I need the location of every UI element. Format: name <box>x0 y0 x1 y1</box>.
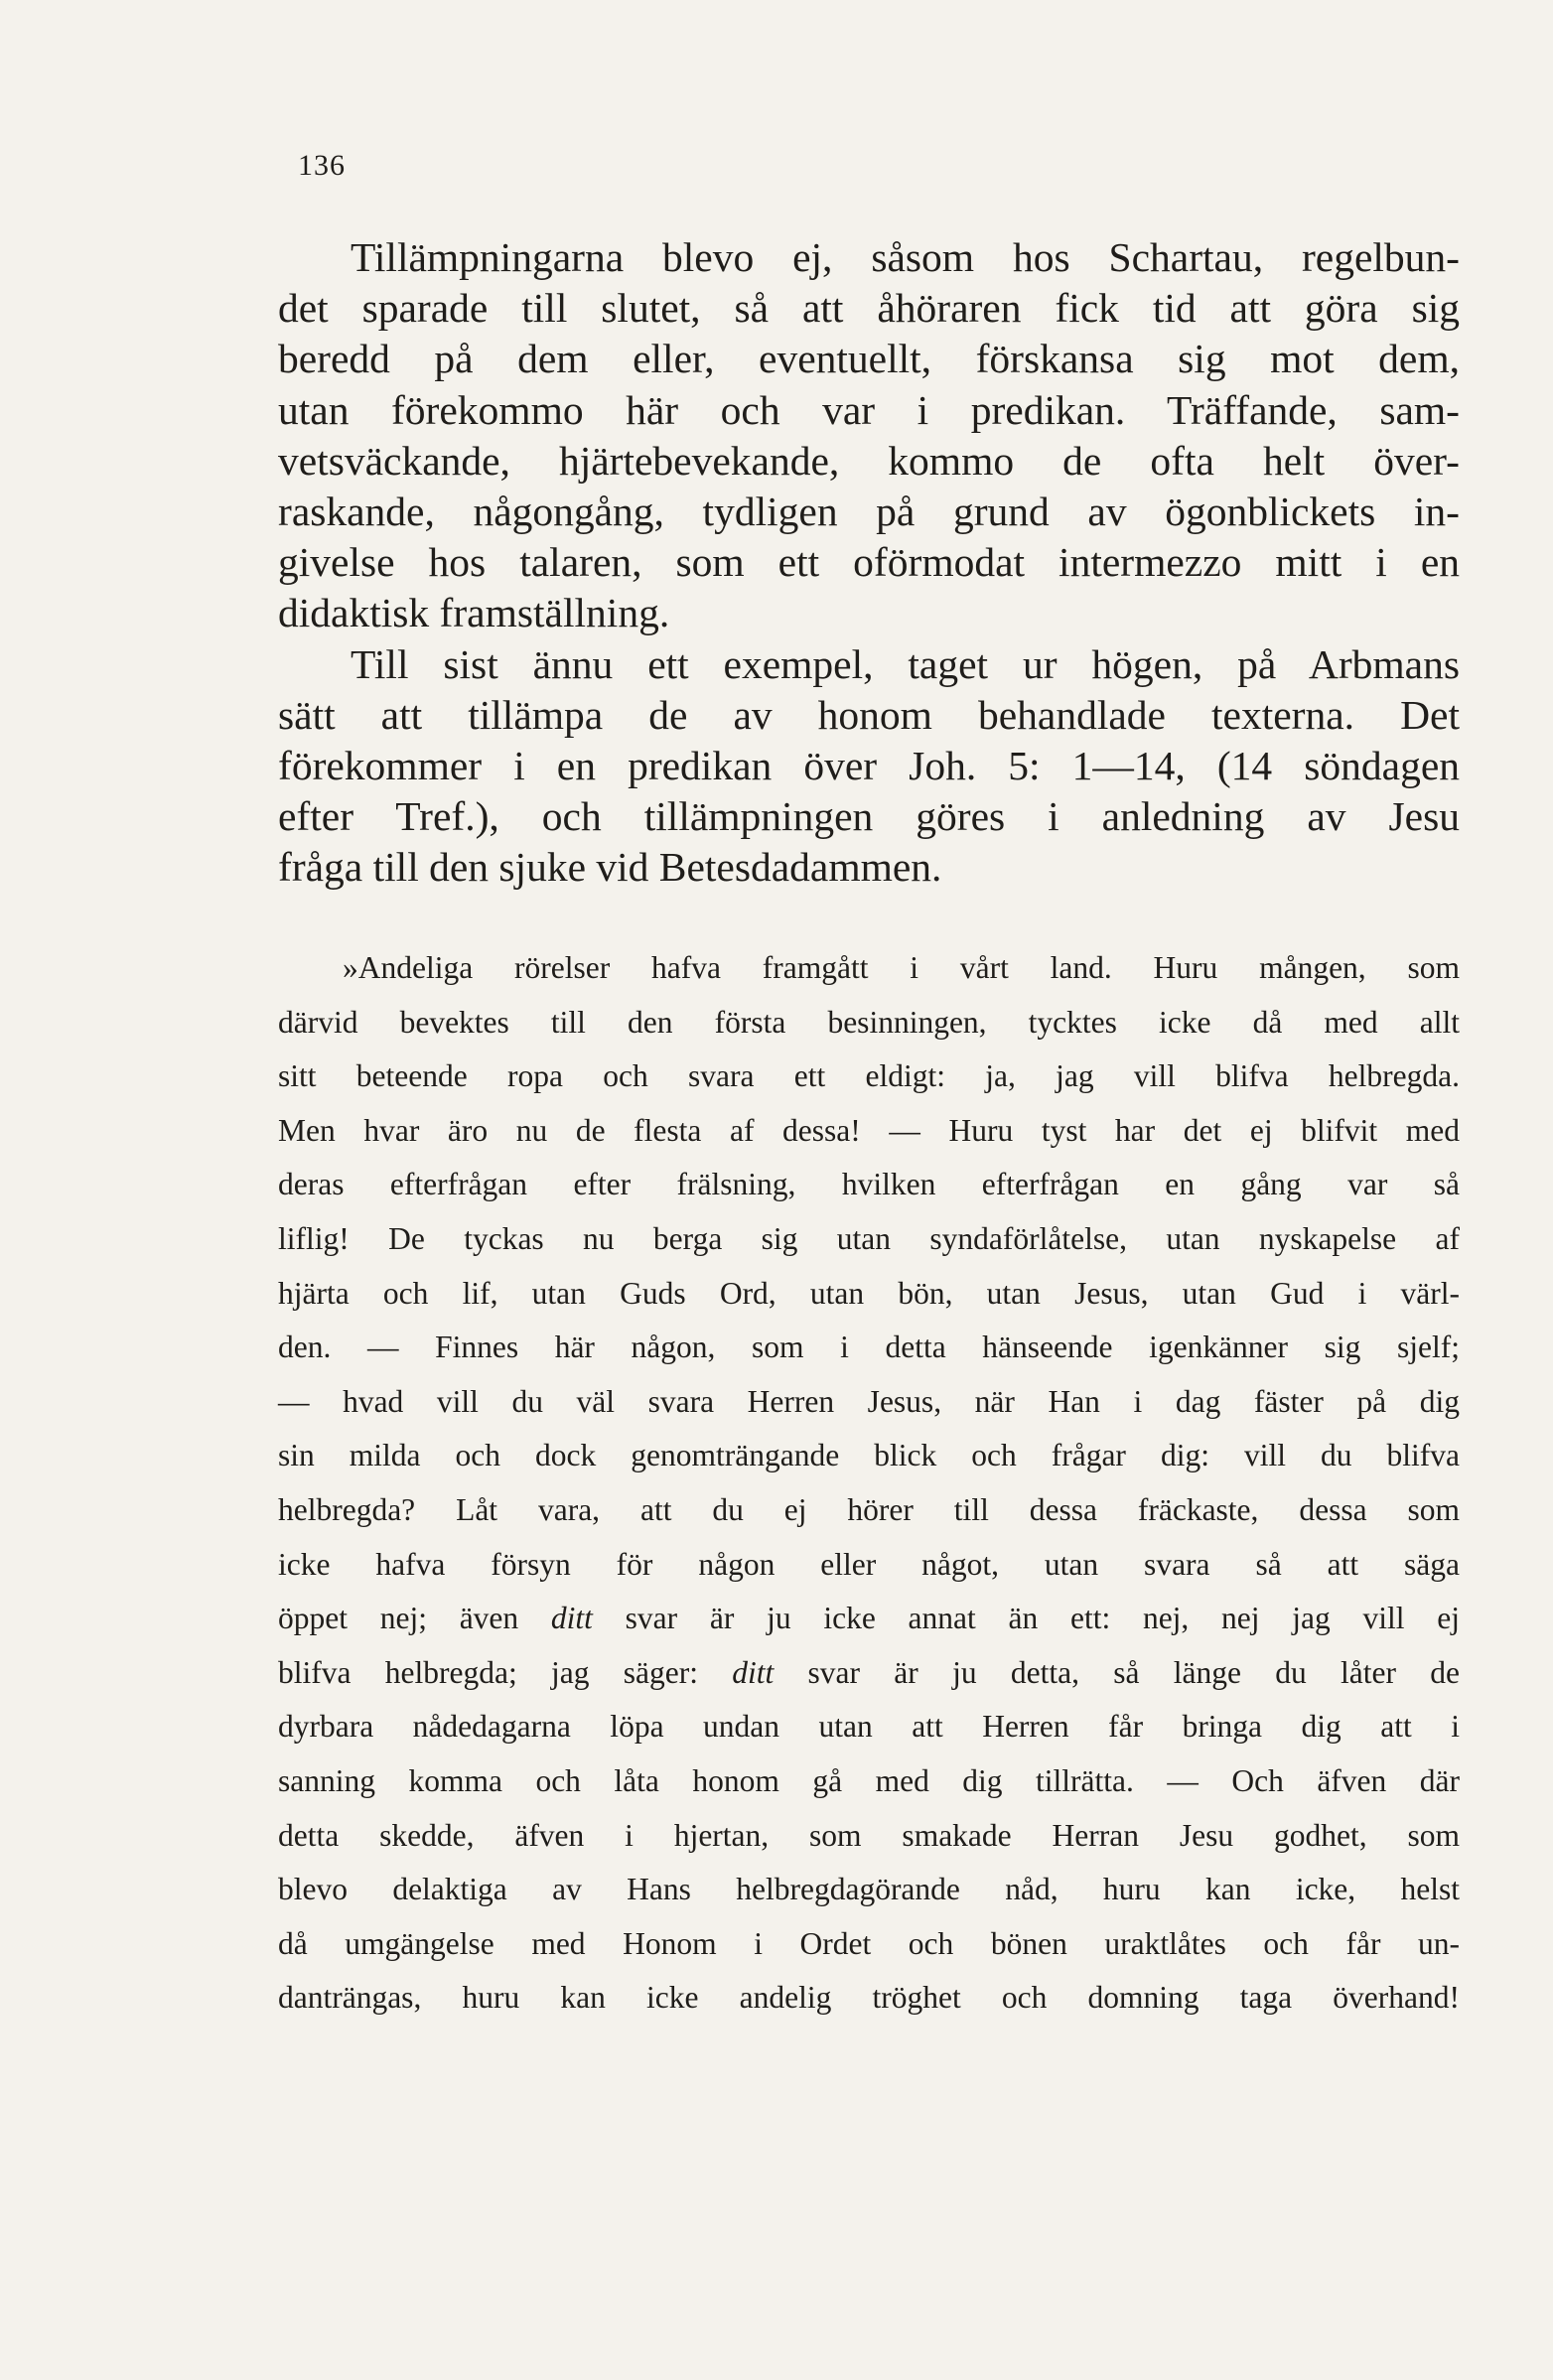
paragraph-1-line: utan förekommo här och var i predikan. Träffande, sam- <box>278 386 1460 433</box>
paragraph-1-line: vetsväckande, hjärtebevekande, kommo de ofta helt över- <box>278 437 1460 484</box>
quote-line: hjärta och lif, utan Guds Ord, utan bön, utan Jesus, utan Gud i värl- <box>278 1275 1460 1311</box>
paragraph-1-line: beredd på dem eller, eventuellt, förskansa sig mot dem, <box>278 336 1460 382</box>
quote-line: »Andeliga rörelser hafva framgått i vårt land. Huru mången, som <box>343 950 1460 985</box>
quote-line: då umgängelse med Honom i Ordet och bönen uraktlåtes och får un- <box>278 1925 1460 1961</box>
quote-line: danträngas, huru kan icke andelig tröghet och domning taga överhand! <box>278 1980 1460 2016</box>
quoted-sermon <box>278 941 1460 2026</box>
quote-line: detta skedde, äfven i hjertan, som smakade Herran Jesu godhet, som <box>278 1817 1460 1853</box>
paragraph-1-line: givelse hos talaren, som ett oförmodat intermezzo mitt i en <box>278 539 1460 586</box>
paragraph-2-line: förekommer i en predikan över Joh. 5: 1—14, (14 söndagen <box>278 743 1460 789</box>
quote-line: sitt beteende ropa och svara ett eldigt: ja, jag vill blifva helbregda. <box>278 1058 1460 1094</box>
paragraph-2-line: Till sist ännu ett exempel, taget ur högen, på Arbmans <box>351 640 1460 687</box>
quote-line: deras efterfrågan efter frälsning, hvilken efterfrågan en gång var så <box>278 1167 1460 1202</box>
emphasis: ditt <box>550 1601 593 1636</box>
quote-line: helbregda? Låt vara, att du ej hörer till dessa fräckaste, dessa som <box>278 1491 1460 1527</box>
quote-line: den. — Finnes här någon, som i detta hänseende igenkänner sig sjelf; <box>278 1330 1460 1365</box>
quote-line: icke hafva försyn för någon eller något, utan svara så att säga <box>278 1546 1460 1582</box>
quote-line: blifva helbregda; jag säger: ditt svar är ju detta, så länge du låter de <box>278 1654 1461 1690</box>
paragraph-1-line: det sparade till slutet, så att åhöraren fick tid att göra sig <box>278 285 1460 332</box>
quote-line: dyrbara nådedagarna löpa undan utan att Herren får bringa dig att i <box>278 1709 1460 1745</box>
paragraph-1-line: didaktisk framställning. <box>278 590 670 636</box>
quote-line: liflig! De tyckas nu berga sig utan syndaförlåtelse, utan nyskapelse af <box>278 1220 1460 1256</box>
paragraph-2-line: fråga till den sjuke vid Betesdadammen. <box>278 844 942 891</box>
quote-line: därvid bevektes till den första besinningen, tycktes icke då med allt <box>278 1004 1460 1040</box>
paragraph-2 <box>278 639 1460 894</box>
body-text <box>278 232 1460 894</box>
page-number: 136 <box>298 149 346 182</box>
quote-line: öppet nej; även ditt svar är ju icke annat än ett: nej, nej jag vill ej <box>278 1601 1460 1636</box>
quote-line: sanning komma och låta honom gå med dig tillrätta. — Och äfven där <box>278 1762 1460 1798</box>
quote-line: — hvad vill du väl svara Herren Jesus, när Han i dag fäster på dig <box>278 1383 1460 1419</box>
paragraph-2-line: sätt att tillämpa de av honom behandlade texterna. Det <box>278 691 1460 738</box>
quote-line: blevo delaktiga av Hans helbregdagörande nåd, huru kan icke, helst <box>278 1872 1460 1907</box>
paragraph-1-line: raskande, någongång, tydligen på grund av ögonblickets in- <box>278 489 1460 535</box>
quote-line: Men hvar äro nu de flesta af dessa! — Huru tyst har det ej blifvit med <box>278 1112 1460 1148</box>
paragraph-1 <box>278 232 1460 639</box>
paragraph-2-line: efter Tref.), och tillämpningen göres i anledning av Jesu <box>278 793 1460 840</box>
quote-line: sin milda och dock genomträngande blick och frågar dig: vill du blifva <box>278 1438 1460 1473</box>
paragraph-1-line: Tillämpningarna blevo ej, såsom hos Schartau, regelbun- <box>351 234 1460 280</box>
emphasis: ditt <box>732 1654 775 1690</box>
